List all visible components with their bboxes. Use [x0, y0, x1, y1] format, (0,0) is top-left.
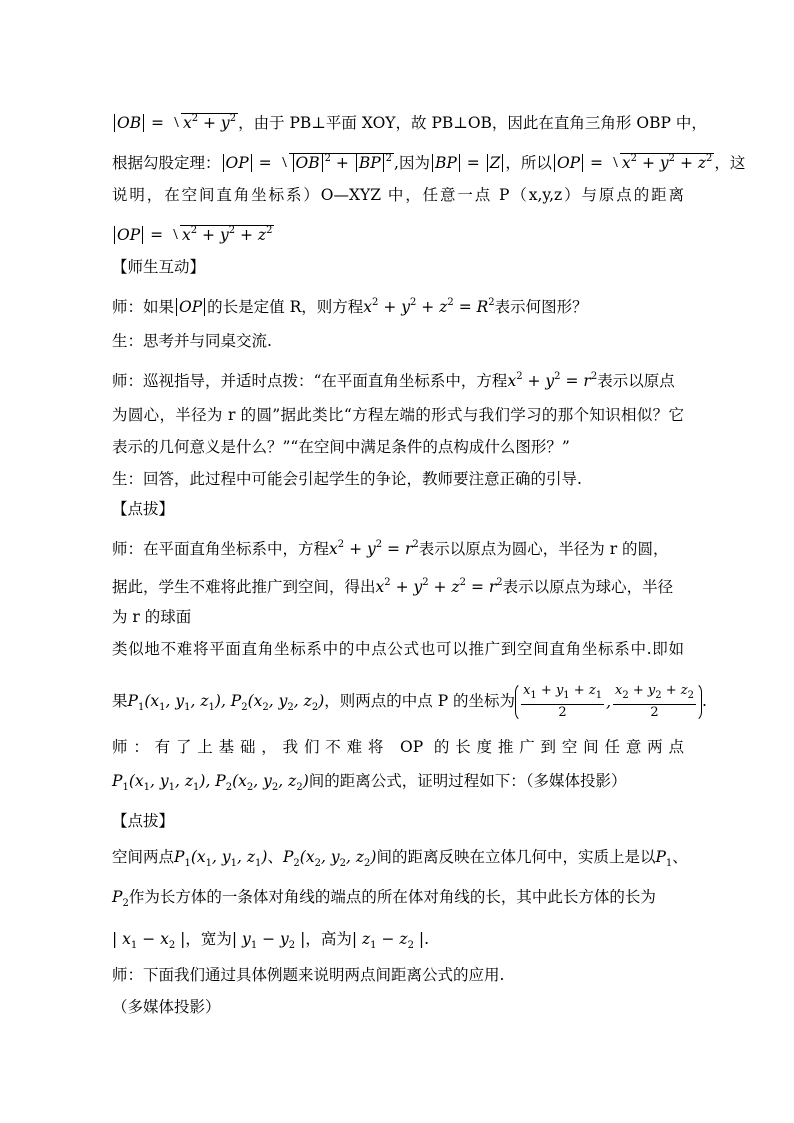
- text-line-5: 师：如果 OP 的长是定值 R，则方程 $x^2 + y^2 + z^2 = R^2$表示何图形？: [112, 297, 588, 316]
- text-segment: .: [702, 692, 707, 710]
- section-heading-tips-1: 【点拔】: [112, 500, 175, 518]
- text-segment: 根据勾股定理：: [112, 154, 221, 172]
- text-segment: ，这: [714, 154, 746, 172]
- text-segment: ，则两点的中点 P 的坐标为: [324, 692, 516, 710]
- text-segment: 表示何图形？: [494, 298, 588, 316]
- text-line-17: $P_1(x_1$, $y_1$, $z_1$), $P_2(x_2$, $y_2$, $z_2$)间的距离公式，证明过程如下：（多媒体投影）: [112, 772, 627, 793]
- text-segment: ,因为: [394, 154, 430, 172]
- text-line-2: 根据勾股定理： OP = OB $^2$ + BP $^2$ ,因为 BP = Z ，所以 OP = $x^2 + y^2 + z^2$ ，这: [112, 148, 684, 174]
- text-segment: ，宽为: [185, 930, 232, 948]
- text-segment: ，高为: [305, 930, 352, 948]
- text-line-11: 师：在平面直角坐标系中，方程 $x^2 + y^2 = r^2$表示以原点为圆心，半径为 r 的圆，: [112, 539, 669, 558]
- text-segment: 师：如果: [112, 298, 175, 316]
- text-line-15: 果 $P_1(x_1$, $y_1$, $z_1$), $P_2(x_2$, $y_2$, $z_2$)，则两点的中点 P 的坐标为 $\frac{x_1 + y_1 + z_1}{2}$ , $\frac{x_2 + y_2 + z_2}{2}$ .: [112, 683, 707, 720]
- text-segment: 师：在平面直角坐标系中，方程: [112, 540, 330, 558]
- text-line-21: 师：下面我们通过具体例题来说明两点间距离公式的应用.: [112, 966, 505, 984]
- text-line-16: 师：有了上基础，我们不难将 OP 的长度推广到空间任意两点: [112, 738, 684, 756]
- text-line-9: 表示的几何意义是什么？”“在空间中满足条件的点构成什么图形？”: [112, 438, 570, 456]
- text-segment: 、: [672, 848, 688, 866]
- text-segment: 表示以原点: [597, 372, 675, 390]
- section-heading-tips-2: 【点拔】: [112, 812, 175, 830]
- text-segment: 间的距离反映在立体几何中，实质上是以: [376, 848, 656, 866]
- text-segment: 表示以原点为球心，半径: [502, 578, 674, 596]
- text-segment: ，所以: [505, 154, 552, 172]
- text-segment: 作为长方体的一条体对角线的端点的所在体对角线的长，其中此长方体的长为: [128, 888, 656, 906]
- text-line-3: 说明，在空间直角坐标系）O—XYZ 中，任意一点 P（x,y,z）与原点的距离: [112, 186, 684, 204]
- text-line-4: OP = $x^2 + y^2 + z^2$: [112, 220, 684, 246]
- text-line-18: 空间两点 $P_1(x_1$, $y_1$, $z_1$)、 $P_2(x_2$, $y_2$, $z_2$)间的距离反映在立体几何中，实质上是以 $P_1$、: [112, 848, 688, 869]
- text-segment: .: [424, 930, 430, 948]
- text-line-20: | $x_1 - x_2$ |，宽为 | $y_1 - y_2$ |，高为 | $z_1 - z_2$ |.: [112, 930, 430, 951]
- text-segment: 师：巡视指导，并适时点拨：“在平面直角坐标系中，方程: [112, 372, 508, 390]
- text-line-1: OB = $x^2 + y^2$ ，由于 PB⊥平面 XOY，故 PB⊥OB，因此在直角三角形 OBP 中，: [112, 108, 684, 134]
- text-line-8: 为圆心，半径为 r 的圆”据此类比“方程左端的形式与我们学习的那个知识相似？它: [112, 406, 684, 424]
- text-segment: 空间两点: [112, 848, 175, 866]
- text-line-10: 生：回答，此过程中可能会引起学生的争论，教师要注意正确的引导.: [112, 470, 582, 488]
- section-heading-interaction: 【师生互动】: [112, 258, 206, 276]
- text-line-22: （多媒体投影）: [112, 998, 221, 1016]
- text-line-19: $P_2$作为长方体的一条体对角线的端点的所在体对角线的长，其中此长方体的长为: [112, 888, 656, 909]
- text-line-12: 据此，学生不难将此推广到空间，得出 $x^2 + y^2 + z^2 = r^2$表示以原点为球心，半径: [112, 577, 674, 596]
- text-segment: 表示以原点为圆心，半径为 r 的圆，: [418, 540, 669, 558]
- text-segment: 的长是定值 R，则方程: [207, 298, 364, 316]
- text-segment: 间的距离公式，证明过程如下：（多媒体投影）: [308, 772, 627, 790]
- text-line-13: 为 r 的球面: [112, 608, 192, 626]
- text-segment: 据此，学生不难将此推广到空间，得出: [112, 578, 376, 596]
- text-segment: ，由于 PB⊥平面 XOY，故 PB⊥OB，因此在直角三角形 OBP 中，: [238, 114, 707, 132]
- text-line-7: 师：巡视指导，并适时点拨：“在平面直角坐标系中，方程 $x^2 + y^2 = r^2$表示以原点: [112, 371, 675, 390]
- text-line-6: 生：思考并与同桌交流.: [112, 332, 272, 350]
- text-segment: 果: [112, 692, 128, 710]
- text-segment: 、: [267, 848, 283, 866]
- text-line-14: 类似地不难将平面直角坐标系中的中点公式也可以推广到空间直角坐标系中.即如: [112, 640, 684, 658]
